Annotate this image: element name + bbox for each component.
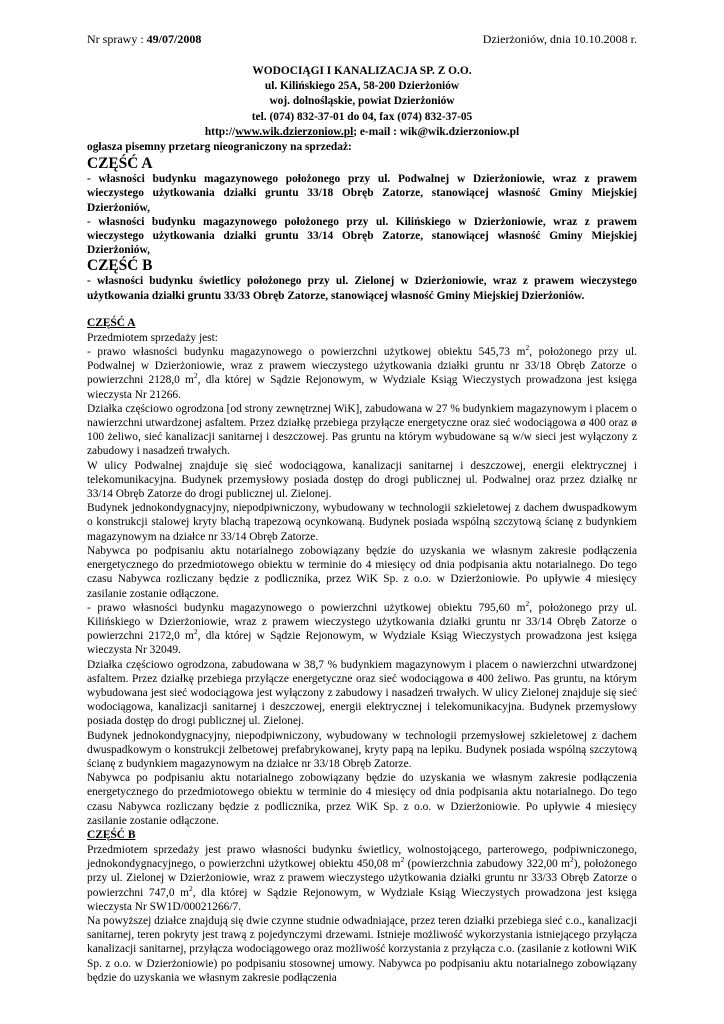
section-a-p1: - prawo własności budynku magazynowego o powierzchni użytkowej obiektu 545,73 $m^2$, położonego przy ul. Podwalnej w Dzierżoniowie, wraz z prawem wieczystego użytkowania działki gruntu nr 33/18 Obręb Zatorze o powierzchni 2128,0 $m^2$, dla której w Sądzie Rejonowym, w Wydziale Ksiąg Wieczystych prowadzona jest księga wieczysta Nr 21266. [87,343,638,401]
website-link[interactable]: www.wik.dzierzoniow.pl [235,125,354,138]
section-a-p4: Budynek jednokondygnacyjny, niepodpiwniczony, wybudowany w technologii szkieletowej z dachem dwuspadkowym o konstrukcji stalowej kryty blachą trapezową ocynkowaną. Budynek posiada wspólną szczytową ścianę z budynkiem magazynowym na działce nr 33/14 Obręb Zatorze. [87,502,637,543]
part-a-item-1: - własności budynku magazynowego położonego przy ul. Podwalnej w Dzierżoniowie, wraz z prawem wieczystego użytkowania działki gruntu 33/18 Obręb Zatorze, stanowiącej własność Gminy Miejskiej Dzierżoniów, [87,173,637,214]
part-a-item-2: - własności budynku magazynowego położonego przy ul. Kilińskiego w Dzierżoniowie, wraz z prawem wieczystego użytkowania działki gruntu 33/14 Obręb Zatorze, stanowiącej własność Gminy Miejskiej Dzierżoniów, [87,215,637,257]
announcement-intro: ogłasza pisemny przetarg nieograniczony na sprzedaż: [87,141,352,154]
top-line [87,32,637,47]
company-name: WODOCIĄGI I KANALIZACJA SP. Z O.O. [252,65,472,77]
section-a-p7: Działka częściowo ogrodzona, zabudowana w 38,7 % budynkiem magazynowym i placem o nawierzchni utwardzonej asfaltem. Przez działkę przebiega przyłącze energetyczne oraz sieć wodociągowa ø 400 żeliwo. Pas gruntu, na którym wybudowana jest sieć wodociągowa jest wyłączony z zabudowy i nasadzeń trwałych. W ulicy Zielonej znajduje się sieć wodociągowa, kanalizacji sanitarnej i deszczowej, energii elektrycznej i telekomunikacyjna. Budynek przemysłowy posiada dostęp do drogi publicznej ul. Zielonej. [87,658,637,728]
section-a-p2: Działka częściowo ogrodzona [od strony zewnętrznej WiK], zabudowana w 27 % budynkiem magazynowym i placem o nawierzchni utwardzonej asfaltem. Przez działkę przebiega przyłącze energetyczne oraz sieć wodociągowa ø 400 oraz ø 100 żeliwo, sieć kanalizacji sanitarnej i deszczowej. Pas gruntu na którym wybudowane są w/w sieci jest wyłączony z zabudowy i nasadzeń trwałych. [87,402,637,458]
section-a-heading: CZĘŚĆ A [87,316,136,329]
company-phone: tel. (074) 832-37-01 do 04, fax (074) 832-37-05 [251,110,473,123]
document-page [87,32,637,985]
section-b-p2: Na powyższej działce znajdują się dwie czynne studnie odwadniające, przez teren działki przebiega sieć c.o., kanalizacji sanitarnej, teren pokryty jest trawą z pojedynczymi drzewami. Istnieje możliwość wykorzystania istniejącego przyłącza kanalizacji sanitarnej, przyłącza wodociągowego oraz możliwość korzystania z przyłącza c.o. (zasilanie z kotłowni WiK Sp. z o.o. w Dzierżoniowie) po podpisaniu stosownej umowy. Nabywca po podpisaniu aktu notarialnego zobowiązany będzie do uzyskania we własnym zakresie podłączenia [87,914,637,984]
case-number-line: Nr sprawy : 49/07/2008 [87,32,202,46]
part-a-title: CZĘŚĆ A [87,155,153,173]
spacer [87,303,637,316]
part-b-item: - własności budynku świetlicy położonego przy ul. Zielonej w Dzierżoniowie, wraz z prawem wieczystego użytkowania działki gruntu 33/33 Obręb Zatorze, stanowiącej własność Gminy Miejskiej Dzierżoniów. [87,275,637,302]
section-a-p3: W ulicy Podwalnej znajduje się sieć wodociągowa, kanalizacji sanitarnej i deszczowej, energii elektrycznej i telekomunikacyjna. Budynek przemysłowy posiada dostęp do drogi publicznej ul. Podwalnej oraz przez działkę nr 33/14 Obręb Zatorze do drogi publicznej ul. Zielonej. [87,459,637,501]
company-region: woj. dolnośląskie, powiat Dzierżoniów [269,95,455,108]
section-b-p1: Przedmiotem sprzedaży jest prawo własności budynku świetlicy, wolnostojącego, parterowego, podpiwniczonego, jednokondygnacyjnego, o powierzchni użytkowej obiektu 450,08 $m^2$ (powierzchnia zabudowy 322,00 $m^2$), położonego przy ul. Zielonej w Dzierżoniowie, wraz z prawem wieczystego użytkowania działki gruntu nr 33/33 Obręb Zatorze o powierzchni 747,0 $m^2$, dla której w Sądzie Rejonowym, w Wydziale Ksiąg Wieczystych prowadzona jest księga wieczysta Nr SW1D/00021266/7. [87,843,637,913]
company-web-email: http://www.wik.dzierzoniow.pl; e-mail : wik@wik.dzierzoniow.pl [204,125,520,138]
section-b-heading: CZĘŚĆ B [87,828,136,841]
section-a-intro: Przedmiotem sprzedaży jest: [87,331,218,344]
case-number: 49/07/2008 [146,32,202,46]
section-a-p6: - prawo własności budynku magazynowego o powierzchni użytkowej obiektu 795,60 $m^2$, położonego przy ul. Kilińskiego w Dzierżoniowie, wraz z prawem wieczystego użytkowania działki gruntu nr 33/14 Obręb Zatorze o powierzchni 2172,0 $m^2$, dla której w Sądzie Rejonowym, w Wydziale Ksiąg Wieczystych prowadzona jest księga wieczysta Nr 32049. [87,598,638,657]
place-date: Dzierżoniów, dnia 10.10.2008 r. [482,32,637,46]
company-address: ul. Kilińskiego 25A, 58-200 Dzierżoniów [264,80,460,93]
part-b-title: CZĘŚĆ B [87,257,153,275]
letterhead [87,64,637,140]
section-a-p8: Budynek jednokondygnacyjny, niepodpiwniczony, wybudowany w technologii przemysłowej szkieletowej z dachem dwuspadkowym o konstrukcji żelbetowej prefabrykowanej, kryty papą na lepiku. Budynek posiada wspólną szczytową ścianę z budynkiem magazynowym na działce nr 33/18 Obręb Zatorze. [87,729,637,770]
section-a-p9: Nabywca po podpisaniu aktu notarialnego zobowiązany będzie do uzyskania we własnym zakresie podłączenia energetycznego do przedmiotowego obiektu w terminie do 4 miesięcy od dnia podpisania aktu notarialnego. Do tego czasu Nabywca rozliczany będzie z podlicznika, przez WiK Sp. z o.o. w Dzierżoniowie. Po upływie 4 miesięcy zasilanie zostanie odłączone. [87,772,637,827]
section-a-p5: Nabywca po podpisaniu aktu notarialnego zobowiązany będzie do uzyskania we własnym zakresie podłączenia energetycznego do przedmiotowego obiektu w terminie do 4 miesięcy od dnia podpisania aktu notarialnego. Do tego czasu Nabywca rozliczany będzie z podlicznika, przez WiK Sp. z o.o. w Dzierżoniowie. Po upływie 4 miesięcy zasilanie zostanie odłączone. [87,544,637,600]
